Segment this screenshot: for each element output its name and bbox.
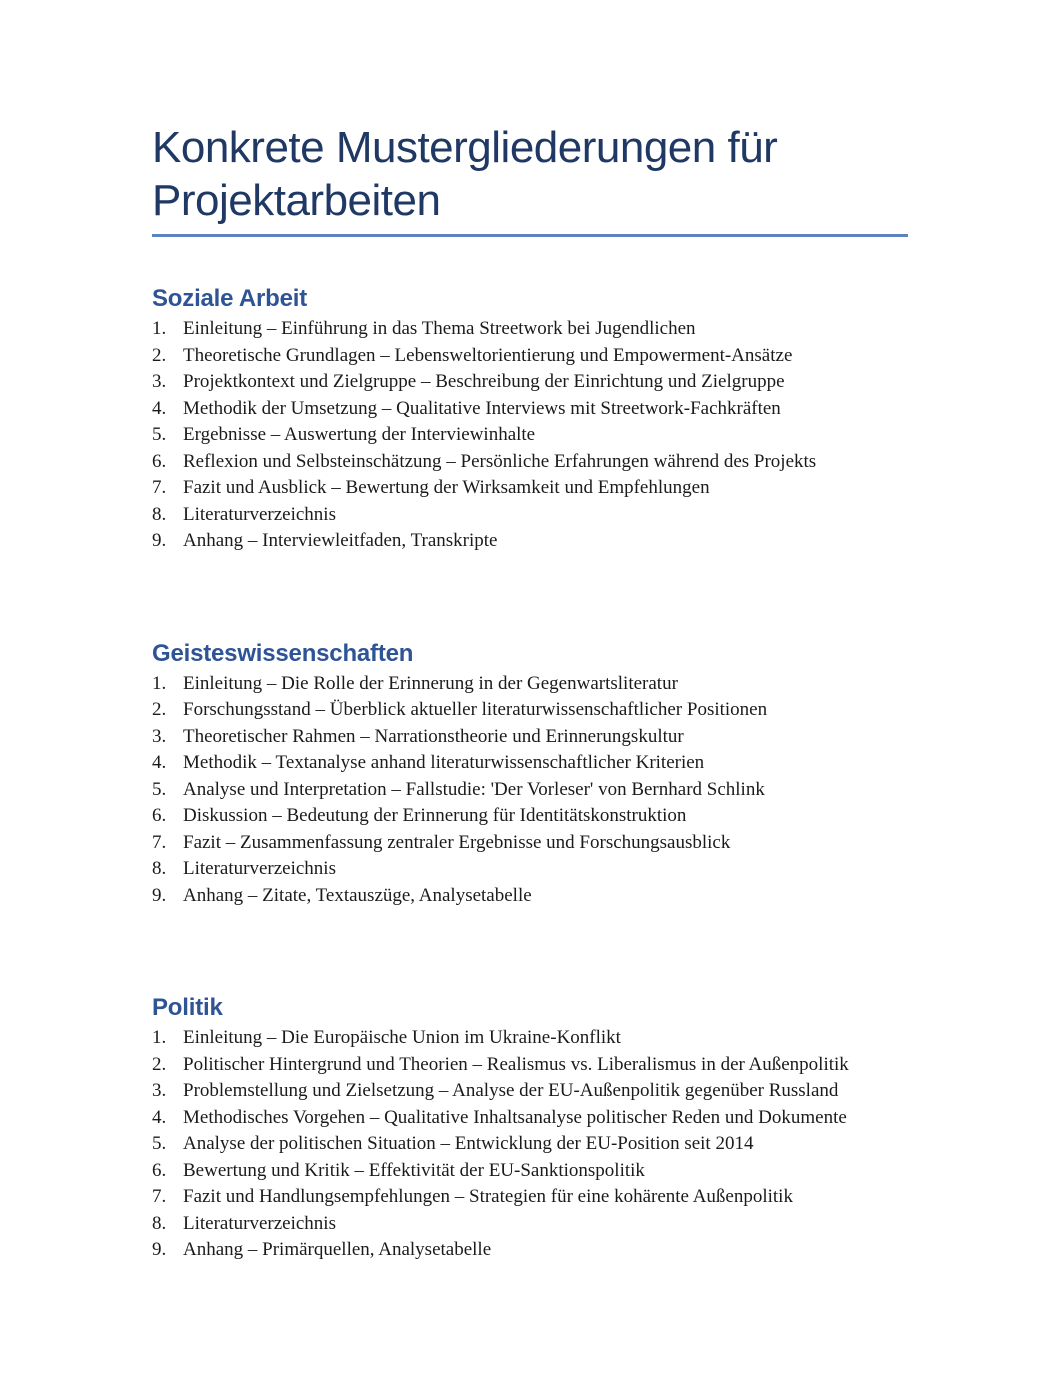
list-item-text: Literaturverzeichnis xyxy=(183,858,336,879)
list-item-text: Analyse und Interpretation – Fallstudie: 'Der Vorleser' von Bernhard Schlink xyxy=(183,778,765,800)
list-item-text: Methodisches Vorgehen – Qualitative Inhaltsanalyse politischer Reden und Dokumente xyxy=(183,1106,847,1128)
list-item xyxy=(152,856,912,883)
list-item-text: Ergebnisse – Auswertung der Interviewinhalte xyxy=(183,424,536,445)
document-title xyxy=(152,0,912,227)
list-item xyxy=(152,830,912,857)
list-item xyxy=(152,475,912,502)
list-item-number: 2. xyxy=(152,699,167,720)
title-rule xyxy=(152,234,908,237)
list-item-number: 2. xyxy=(152,1053,167,1075)
list-item-number: 4. xyxy=(152,397,167,419)
list-item xyxy=(152,343,912,370)
list-item xyxy=(152,777,912,804)
list-item xyxy=(152,528,912,555)
section-geisteswissenschaften xyxy=(152,639,912,910)
list-item-number: 2. xyxy=(152,344,167,366)
list-item xyxy=(152,422,912,449)
document-content xyxy=(152,0,912,1264)
section-soziale-arbeit xyxy=(152,284,912,555)
list-item-number: 6. xyxy=(152,805,167,826)
list-item xyxy=(152,724,912,751)
list-item xyxy=(152,1158,912,1185)
list-item-number: 1. xyxy=(152,672,167,694)
list-item-number: 7. xyxy=(152,831,167,853)
list-item-number: 3. xyxy=(152,1080,167,1101)
list-item-text: Problemstellung und Zielsetzung – Analyse der EU-Außenpolitik gegenüber Russland xyxy=(183,1080,839,1101)
list-item-number: 9. xyxy=(152,530,167,551)
list-item-number: 7. xyxy=(152,477,167,498)
outline-list xyxy=(152,1025,912,1264)
list-item xyxy=(152,1025,912,1052)
list-item-text: Literaturverzeichnis xyxy=(183,503,336,525)
list-item-text: Reflexion und Selbsteinschätzung – Persönliche Erfahrungen während des Projekts xyxy=(183,450,817,472)
list-item xyxy=(152,1105,912,1132)
section-politik xyxy=(152,993,912,1264)
title-line-2: Projektarbeiten xyxy=(152,176,441,225)
list-item xyxy=(152,502,912,529)
list-item-text: Einleitung – Einführung in das Thema Streetwork bei Jugendlichen xyxy=(183,318,696,339)
list-item-number: 1. xyxy=(152,1027,167,1048)
list-item-text: Bewertung und Kritik – Effektivität der EU-Sanktionspolitik xyxy=(183,1159,645,1181)
list-item-number: 4. xyxy=(152,752,167,773)
list-item-number: 9. xyxy=(152,884,167,906)
section-heading: Soziale Arbeit xyxy=(152,285,308,312)
list-item-number: 8. xyxy=(152,503,167,525)
list-item xyxy=(152,1131,912,1158)
list-item-number: 5. xyxy=(152,1133,167,1154)
list-item-text: Politischer Hintergrund und Theorien – Realismus vs. Liberalismus in der Außenpolitik xyxy=(183,1053,849,1075)
list-item-number: 1. xyxy=(152,318,167,339)
list-item-text: Projektkontext und Zielgruppe – Beschreibung der Einrichtung und Zielgruppe xyxy=(183,371,785,392)
list-item-number: 6. xyxy=(152,1159,167,1181)
section-heading: Geisteswissenschaften xyxy=(152,639,414,667)
list-item-text: Diskussion – Bedeutung der Erinnerung für Identitätskonstruktion xyxy=(183,805,687,826)
list-item-number: 5. xyxy=(152,424,167,445)
list-item xyxy=(152,883,912,910)
list-item-text: Anhang – Primärquellen, Analysetabelle xyxy=(183,1239,492,1260)
list-item xyxy=(152,671,912,698)
list-item-number: 4. xyxy=(152,1106,167,1128)
list-item xyxy=(152,396,912,423)
list-item xyxy=(152,697,912,724)
list-item xyxy=(152,369,912,396)
list-item-text: Forschungsstand – Überblick aktueller literaturwissenschaftlicher Positionen xyxy=(183,699,768,720)
list-item-text: Theoretischer Rahmen – Narrationstheorie und Erinnerungskultur xyxy=(183,725,684,747)
title-line-1: Konkrete Mustergliederungen für xyxy=(152,123,778,172)
list-item-number: 8. xyxy=(152,1212,167,1234)
list-item-number: 3. xyxy=(152,371,167,392)
list-item-text: Methodik der Umsetzung – Qualitative Interviews mit Streetwork-Fachkräften xyxy=(183,397,781,419)
list-item-text: Anhang – Interviewleitfaden, Transkripte xyxy=(183,530,498,551)
list-item xyxy=(152,1184,912,1211)
list-item xyxy=(152,1052,912,1079)
list-item-text: Methodik – Textanalyse anhand literaturwissenschaftlicher Kriterien xyxy=(183,752,705,773)
list-item-text: Theoretische Grundlagen – Lebensweltorientierung und Empowerment-Ansätze xyxy=(183,344,793,366)
list-item xyxy=(152,1237,912,1264)
list-item-text: Einleitung – Die Rolle der Erinnerung in der Gegenwartsliteratur xyxy=(183,672,678,694)
list-item-number: 6. xyxy=(152,450,167,472)
list-item xyxy=(152,803,912,830)
list-item-text: Fazit und Ausblick – Bewertung der Wirksamkeit und Empfehlungen xyxy=(183,477,710,498)
list-item-number: 7. xyxy=(152,1186,167,1207)
list-item-text: Anhang – Zitate, Textauszüge, Analysetabelle xyxy=(183,884,532,906)
list-item xyxy=(152,316,912,343)
list-item xyxy=(152,1078,912,1105)
outline-list xyxy=(152,316,912,555)
list-item-number: 9. xyxy=(152,1239,167,1260)
list-item-text: Einleitung – Die Europäische Union im Ukraine-Konflikt xyxy=(183,1027,621,1048)
section-heading: Politik xyxy=(152,994,223,1021)
list-item-text: Fazit – Zusammenfassung zentraler Ergebnisse und Forschungsausblick xyxy=(183,831,731,853)
list-item xyxy=(152,449,912,476)
list-item-text: Analyse der politischen Situation – Entwicklung der EU-Position seit 2014 xyxy=(183,1133,754,1154)
list-item xyxy=(152,1211,912,1238)
list-item-number: 3. xyxy=(152,725,167,747)
list-item-text: Literaturverzeichnis xyxy=(183,1212,336,1234)
list-item-text: Fazit und Handlungsempfehlungen – Strategien für eine kohärente Außenpolitik xyxy=(183,1186,793,1207)
list-item xyxy=(152,750,912,777)
list-item-number: 5. xyxy=(152,778,167,800)
list-item-number: 8. xyxy=(152,858,167,879)
outline-list xyxy=(152,671,912,910)
